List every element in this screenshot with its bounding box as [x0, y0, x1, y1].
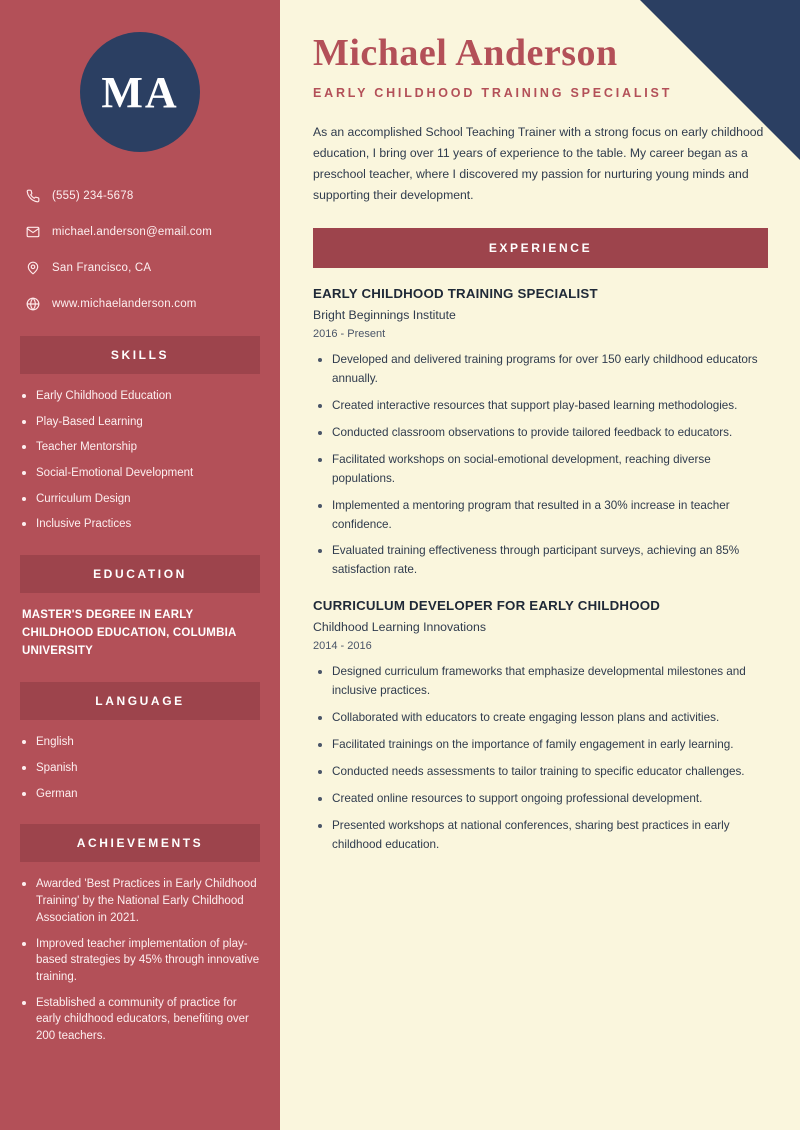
list-item: Play-Based Learning [20, 414, 260, 431]
list-item: German [20, 786, 260, 803]
list-item: Created interactive resources that support play-based learning methodologies. [313, 397, 768, 416]
list-item: Designed curriculum frameworks that emphasize developmental milestones and inclusive practices. [313, 663, 768, 701]
education-heading: EDUCATION [20, 555, 260, 593]
job-dates: 2014 - 2016 [313, 640, 372, 653]
language-list [20, 734, 260, 802]
list-item: Developed and delivered training programs for over 150 early childhood educators annually. [313, 351, 768, 389]
job-bullet-list [313, 351, 768, 581]
contact-website-text: www.michaelanderson.com [52, 298, 197, 310]
list-item: Conducted needs assessments to tailor training to specific educator challenges. [313, 763, 768, 782]
sidebar [0, 0, 280, 1130]
envelope-icon [22, 222, 44, 242]
contact-item-location [22, 258, 258, 278]
achievements-heading: ACHIEVEMENTS [20, 824, 260, 862]
list-item: Early Childhood Education [20, 388, 260, 405]
list-item: Presented workshops at national conferences, sharing best practices in early childhood education. [313, 817, 768, 855]
summary-text: As an accomplished School Teaching Trainer with a strong focus on early childhood education, I bring over 11 years of experience to the table. My career began as a preschool teacher, where I discovered my passion for nurturing young minds and supporting their development. [313, 124, 764, 202]
contact-list [20, 186, 260, 314]
list-item: Social-Emotional Development [20, 465, 260, 482]
list-item: Awarded 'Best Practices in Early Childhood Training' by the National Early Childhood Association in 2021. [20, 876, 260, 926]
job-company: Childhood Learning Innovations [313, 620, 486, 635]
list-item: Inclusive Practices [20, 516, 260, 533]
experience-heading: EXPERIENCE [313, 228, 768, 268]
phone-icon [22, 186, 44, 206]
job-dates: 2016 - Present [313, 327, 386, 340]
main-content [280, 0, 800, 1130]
list-item: Created online resources to support ongoing professional development. [313, 790, 768, 809]
contact-item-website [22, 294, 258, 314]
experience-entry [313, 598, 768, 855]
list-item: Evaluated training effectiveness through participant surveys, achieving an 85% satisfaction rate. [313, 542, 768, 580]
list-item: Established a community of practice for early childhood educators, benefiting over 200 teachers. [20, 995, 260, 1045]
list-item: Conducted classroom observations to provide tailored feedback to educators. [313, 424, 768, 443]
avatar: MA [80, 32, 200, 152]
skills-list [20, 388, 260, 533]
list-item: Implemented a mentoring program that resulted in a 30% increase in teacher confidence. [313, 497, 768, 535]
globe-icon [22, 294, 44, 314]
avatar-container [20, 32, 260, 152]
job-role: EARLY CHILDHOOD TRAINING SPECIALIST [313, 285, 598, 301]
achievements-list [20, 876, 260, 1044]
job-role: CURRICULUM DEVELOPER FOR EARLY CHILDHOOD [313, 598, 661, 614]
list-item: Teacher Mentorship [20, 439, 260, 456]
corner-decoration [640, 0, 800, 160]
location-pin-icon [22, 258, 44, 278]
contact-location-text: San Francisco, CA [52, 262, 152, 274]
job-title-subheading: EARLY CHILDHOOD TRAINING SPECIALIST [313, 85, 673, 100]
job-company: Bright Beginnings Institute [313, 307, 456, 322]
job-bullet-list [313, 663, 768, 855]
skills-heading: SKILLS [20, 336, 260, 374]
list-item: Improved teacher implementation of play-based strategies by 45% through innovative training. [20, 936, 260, 986]
list-item: Spanish [20, 760, 260, 777]
list-item: Facilitated workshops on social-emotional development, reaching diverse populations. [313, 451, 768, 489]
contact-phone-text: (555) 234-5678 [52, 190, 134, 202]
education-entry: MASTER'S DEGREE IN EARLY CHILDHOOD EDUCATION, COLUMBIA UNIVERSITY [22, 609, 237, 657]
experience-entry [313, 286, 768, 581]
list-item: Collaborated with educators to create engaging lesson plans and activities. [313, 709, 768, 728]
list-item: Facilitated trainings on the importance of family engagement in early learning. [313, 736, 768, 755]
list-item: Curriculum Design [20, 491, 260, 508]
list-item: English [20, 734, 260, 751]
contact-email-text: michael.anderson@email.com [52, 226, 213, 238]
page-title: Michael Anderson [313, 32, 618, 74]
contact-item-email [22, 222, 258, 242]
contact-item-phone [22, 186, 258, 206]
language-heading: LANGUAGE [20, 682, 260, 720]
